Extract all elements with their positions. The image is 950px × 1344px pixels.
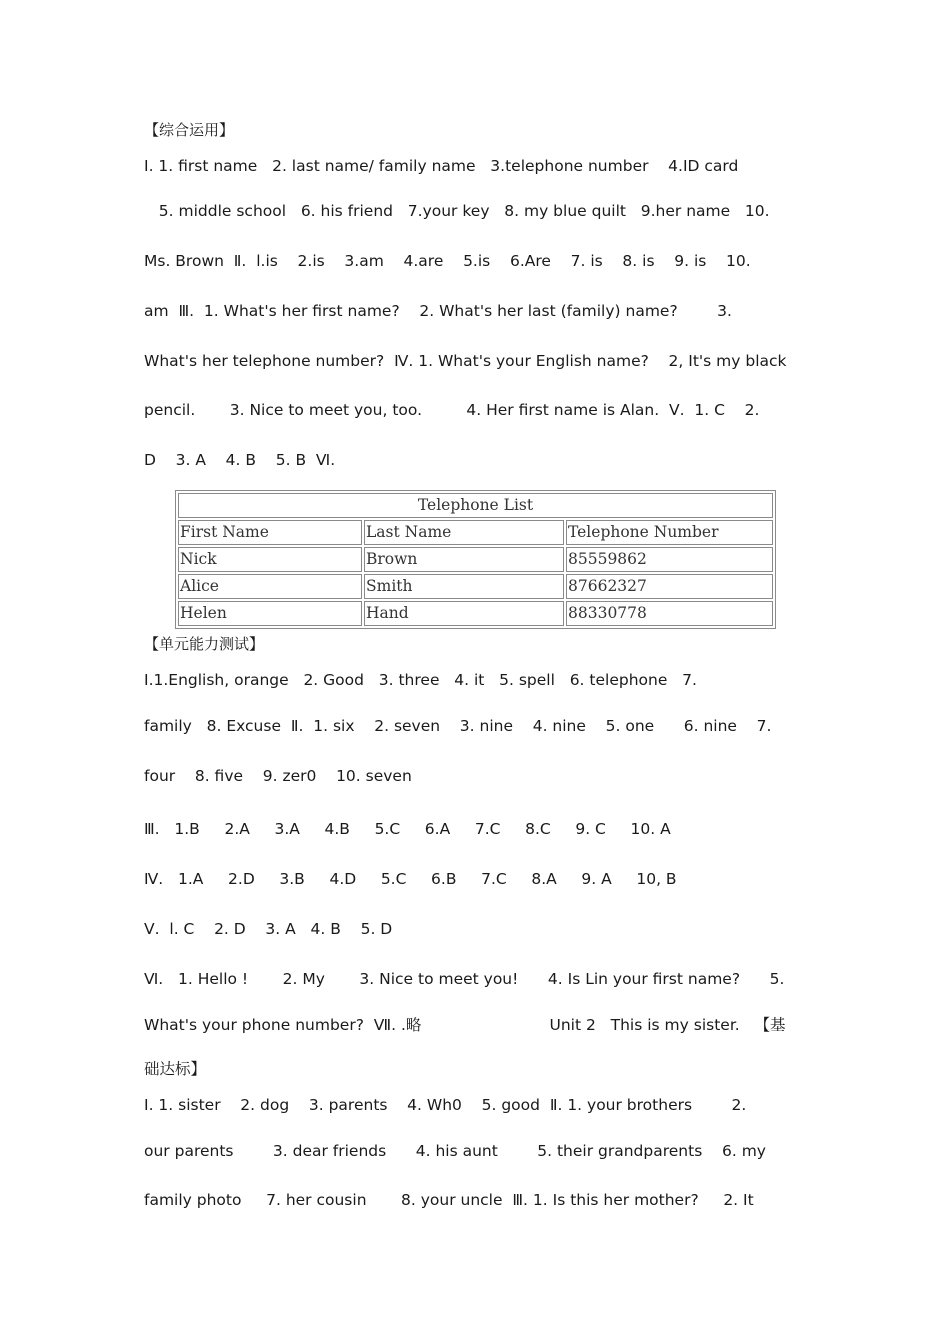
table-row [178, 601, 773, 626]
table-cell: Smith [364, 574, 564, 599]
answer-line: Ms. Brown Ⅱ. l.is 2.is 3.am 4.are 5.is 6.Are 7. is 8. is 9. is 10. [144, 252, 751, 270]
table-caption: Telephone List [178, 493, 773, 518]
table-header-cell: First Name [178, 520, 362, 545]
answer-line: What's her telephone number? Ⅳ. 1. What's your English name? 2, It's my black [144, 352, 787, 370]
section-heading-comprehensive: 【综合运用】 [144, 121, 235, 139]
table-cell: Helen [178, 601, 362, 626]
answer-line: Ⅳ. 1.A 2.D 3.B 4.D 5.C 6.B 7.C 8.A 9. A 10, B [144, 870, 677, 888]
answer-line: Ⅲ. 1.B 2.A 3.A 4.B 5.C 6.A 7.C 8.C 9. C 10. A [144, 820, 671, 838]
table-header-cell: Last Name [364, 520, 564, 545]
answer-line: Ⅰ. 1. first name 2. last name/ family name 3.telephone number 4.ID card [144, 157, 739, 175]
table-cell: Nick [178, 547, 362, 572]
table-header-cell: Telephone Number [566, 520, 773, 545]
table-cell: Hand [364, 601, 564, 626]
answer-line: Ⅰ. 1. sister 2. dog 3. parents 4. Wh0 5. good Ⅱ. 1. your brothers 2. [144, 1096, 747, 1114]
answer-line: Ⅵ. 1. Hello ! 2. My 3. Nice to meet you! 4. Is Lin your first name? 5. [144, 970, 785, 988]
answer-line: 5. middle school 6. his friend 7.your key 8. my blue quilt 9.her name 10. [144, 202, 770, 220]
answer-line: four 8. five 9. zer0 10. seven [144, 767, 412, 785]
answer-line: What's your phone number? Ⅶ. .略 Unit 2 This is my sister. 【基 [144, 1016, 786, 1034]
answer-line: Ⅴ. l. C 2. D 3. A 4. B 5. D [144, 920, 393, 938]
table-header-row [178, 520, 773, 545]
answer-line: our parents 3. dear friends 4. his aunt 5. their grandparents 6. my [144, 1142, 766, 1160]
answer-line: D 3. A 4. B 5. B Ⅵ. [144, 451, 336, 469]
answer-line: family photo 7. her cousin 8. your uncle Ⅲ. 1. Is this her mother? 2. It [144, 1191, 754, 1209]
section-heading-unit-test: 【单元能力测试】 [144, 635, 265, 653]
answer-line: Ⅰ.1.English, orange 2. Good 3. three 4. it 5. spell 6. telephone 7. [144, 671, 697, 689]
table-cell: 88330778 [566, 601, 773, 626]
table-cell: 87662327 [566, 574, 773, 599]
section-heading-basic: 础达标】 [144, 1060, 207, 1078]
telephone-list-table [175, 490, 776, 629]
table-cell: Brown [364, 547, 564, 572]
table-cell: Alice [178, 574, 362, 599]
table-row [178, 574, 773, 599]
answer-line: am Ⅲ. 1. What's her first name? 2. What's her last (family) name? 3. [144, 302, 732, 320]
answer-line: family 8. Excuse Ⅱ. 1. six 2. seven 3. nine 4. nine 5. one 6. nine 7. [144, 717, 772, 735]
table-row [178, 547, 773, 572]
answer-line: pencil. 3. Nice to meet you, too. 4. Her first name is Alan. Ⅴ. 1. C 2. [144, 401, 760, 419]
table-cell: 85559862 [566, 547, 773, 572]
